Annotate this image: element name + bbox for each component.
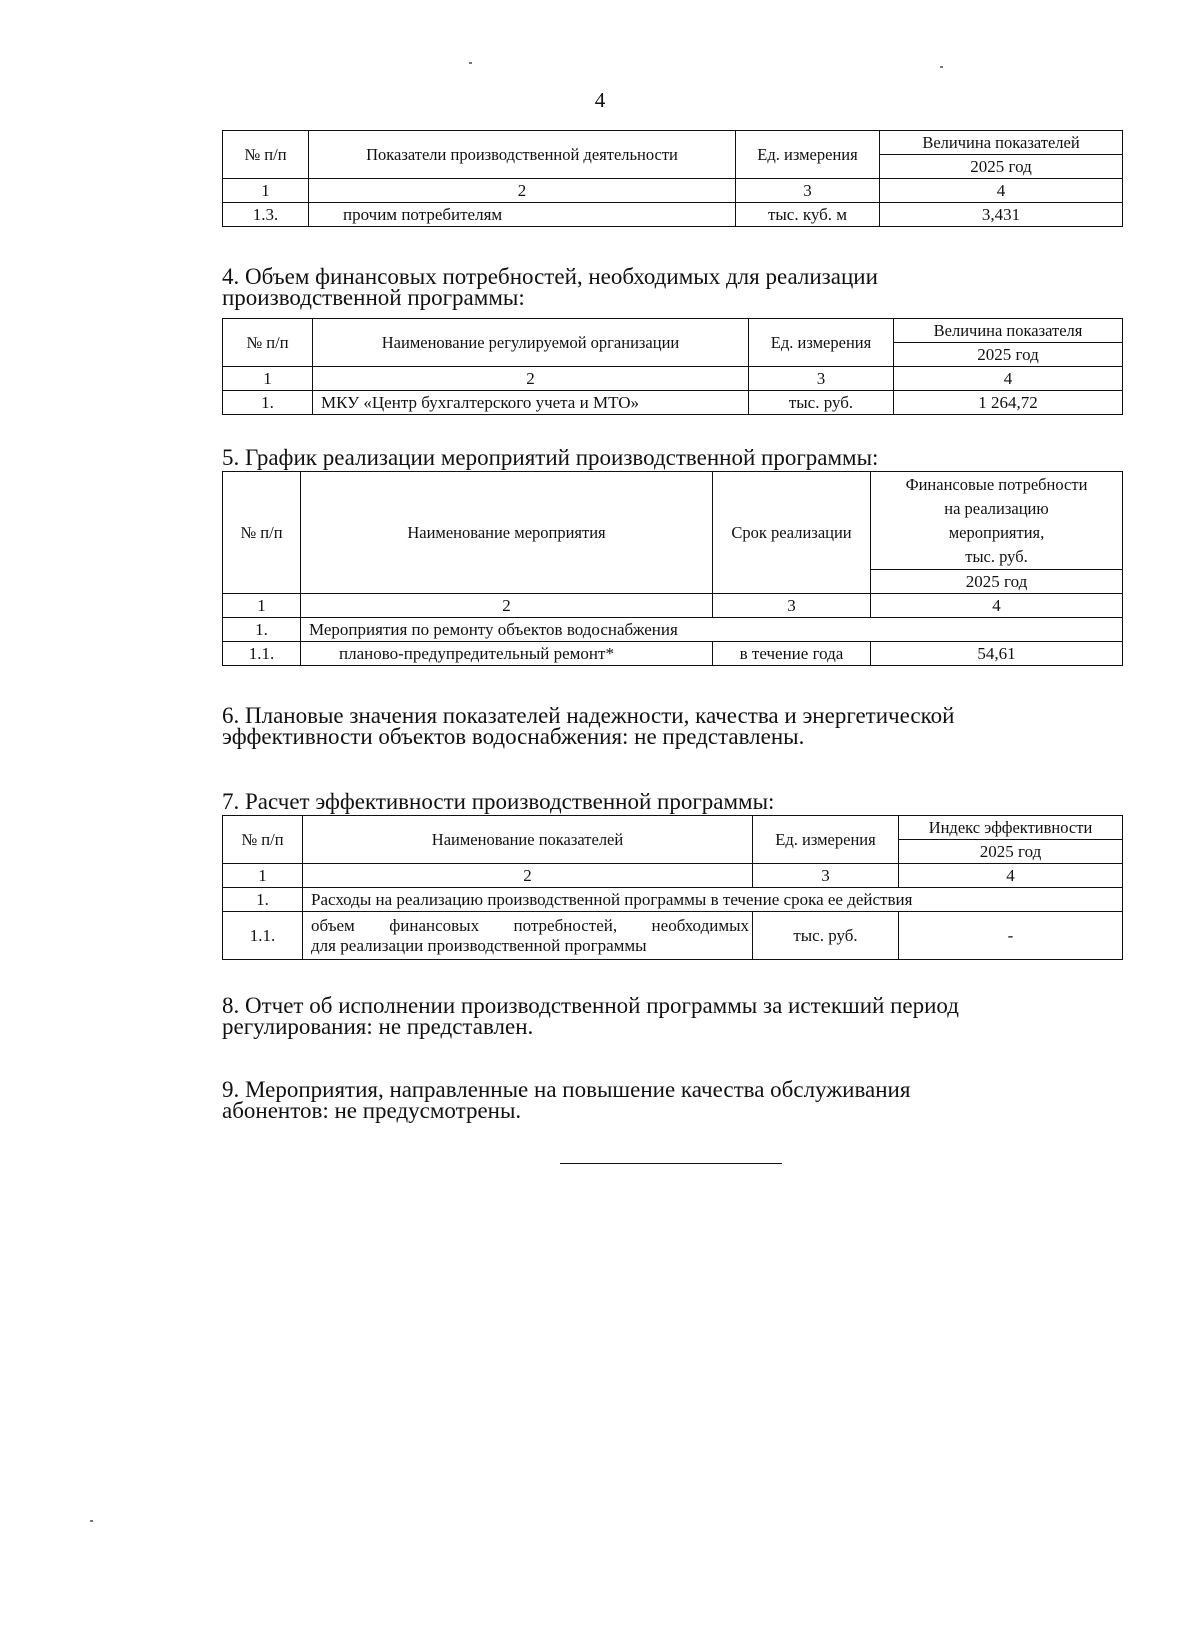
row-num: 1.1. [223,912,303,960]
row-num: 1.1. [223,642,301,666]
index-cell: 3 [753,864,899,888]
table-row [223,912,1123,960]
row-name: прочим потребителям [309,203,736,227]
col-header-name: Наименование мероприятия [301,472,713,594]
col-header-unit: Ед. измерения [753,816,899,864]
index-cell: 1 [223,864,303,888]
section-6-line-2: эффективности объектов водоснабжения: не представлены. [222,724,805,749]
col-header-num: № п/п [223,472,301,594]
section-6-heading [222,700,1122,752]
header-line: тыс. руб. [965,546,1028,566]
page-number: 4 [594,88,606,112]
index-cell: 3 [749,367,894,391]
index-cell: 2 [313,367,749,391]
col-header-name: Показатели производственной деятельности [309,131,736,179]
col-header-name: Наименование регулируемой организации [313,319,749,367]
index-row [223,367,1123,391]
word: качества [695,703,779,728]
word: значения [349,703,438,728]
scan-speck [469,62,472,64]
col-header-value: Индекс эффективности [899,816,1123,840]
word: Мероприятия, [245,1077,384,1102]
header-line: Финансовые потребности [905,474,1088,494]
section-9-line-2: абонентов: не предусмотрены. [222,1098,522,1123]
table-row [223,203,1123,227]
row-term: в течение года [713,642,871,666]
efficiency-table [222,815,1123,960]
index-row [223,594,1123,618]
word: потребностей, [442,264,583,289]
col-header-num: № п/п [223,816,303,864]
index-cell: 2 [309,179,736,203]
row-value: 3,431 [880,203,1123,227]
col-header-name: Наименование показателей [303,816,753,864]
schedule-table [222,471,1123,666]
organization-finance-table [222,318,1123,415]
section-5-heading: 5. График реализации мероприятий производственной программы: [222,445,879,470]
scan-speck [940,66,943,68]
index-cell: 1 [223,179,309,203]
word: и [784,703,797,728]
word: 6. [222,703,240,728]
word: программы [646,993,758,1018]
index-row [223,864,1123,888]
word: на [534,1077,557,1102]
word: качества [680,1077,765,1102]
row-unit: тыс. руб. [753,912,899,960]
row-unit: тыс. куб. м [736,203,880,227]
group-title: Расходы на реализацию производственной программы в течение срока ее действия [303,888,1123,912]
word: реализации [765,264,878,289]
index-cell: 4 [871,594,1123,618]
col-header-year: 2025 год [899,840,1123,864]
table-row [223,391,1123,415]
word: для [725,264,760,289]
group-row [223,888,1123,912]
col-header-num: № п/п [223,319,313,367]
col-header-year: 2025 год [871,570,1123,594]
index-row [223,179,1123,203]
col-header-num: № п/п [223,131,309,179]
word: производственной [460,993,641,1018]
word: период [890,993,959,1018]
section-4-heading [222,261,1122,313]
word: энергетической [802,703,955,728]
row-name [303,912,753,960]
index-cell: 3 [736,179,880,203]
row-num: 1.3. [223,203,309,227]
col-header-value [871,472,1123,570]
word: исполнении [338,993,456,1018]
index-cell: 4 [880,179,1123,203]
index-cell: 1 [223,594,301,618]
row-value: - [899,912,1123,960]
word: показателей [442,703,561,728]
word: за [763,993,783,1018]
col-header-value: Величина показателей [880,131,1123,155]
index-cell: 2 [303,864,753,888]
index-cell: 2 [301,594,713,618]
word: 9. [222,1077,240,1102]
word: об [309,993,333,1018]
word: 8. [222,993,240,1018]
row-num: 1. [223,888,303,912]
end-separator-line [560,1163,782,1164]
section-8-heading [222,990,1122,1042]
row-num: 1. [223,391,313,415]
table-row [223,642,1123,666]
word: Отчет [245,993,304,1018]
col-header-year: 2025 год [880,155,1123,179]
col-header-year: 2025 год [894,343,1123,367]
scan-speck [90,1520,93,1522]
section-8-line-2: регулирования: не представлен. [222,1014,534,1039]
col-header-term: Срок реализации [713,472,871,594]
word: обслуживания [770,1077,911,1102]
word: 4. [222,264,240,289]
row-value: 54,61 [871,642,1123,666]
col-header-unit: Ед. измерения [749,319,894,367]
row-name-line: для реализации производственной программы [311,935,647,955]
section-9-heading [222,1074,1122,1126]
col-header-unit: Ед. измерения [736,131,880,179]
header-line: мероприятия, [948,522,1045,542]
index-cell: 3 [713,594,871,618]
word: истекший [788,993,885,1018]
col-header-value: Величина показателя [894,319,1123,343]
row-unit: тыс. руб. [749,391,894,415]
word: финансовых [315,264,437,289]
section-4-line-2: производственной программы: [222,285,525,310]
row-num: 1. [223,618,301,642]
index-cell: 4 [894,367,1123,391]
index-cell: 1 [223,367,313,391]
word: необходимых [588,264,721,289]
header-line: на реализацию [944,498,1049,518]
word: направленные [389,1077,529,1102]
row-name: МКУ «Центр бухгалтерского учета и МТО» [313,391,749,415]
production-indicators-table [222,130,1123,227]
row-name-line: объем финансовых потребностей, необходимых [311,915,749,935]
section-7-heading: 7. Расчет эффективности производственной программы: [222,789,775,814]
group-row [223,618,1123,642]
row-value: 1 264,72 [894,391,1123,415]
word: Объем [245,264,310,289]
word: Плановые [245,703,344,728]
word: повышение [562,1077,676,1102]
index-cell: 4 [899,864,1123,888]
row-name: планово-предупредительный ремонт* [301,642,713,666]
group-title: Мероприятия по ремонту объектов водоснабжения [301,618,1123,642]
word: надежности, [566,703,690,728]
